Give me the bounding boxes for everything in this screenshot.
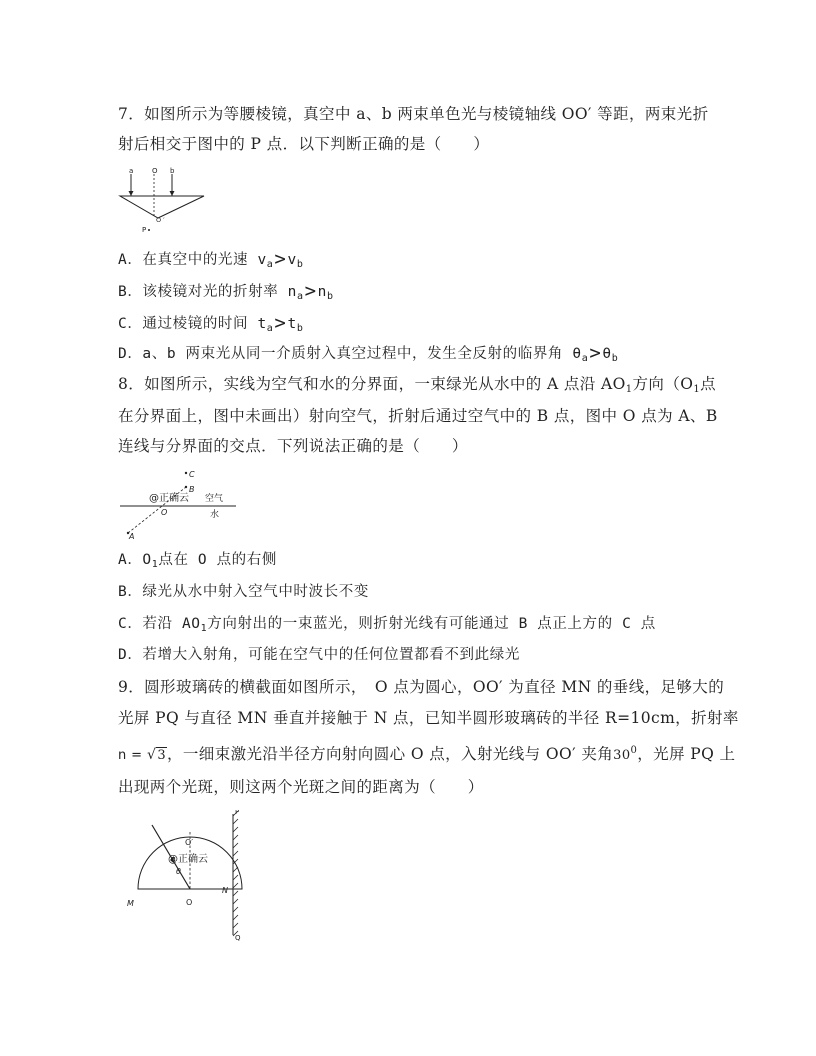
label-b: b [170, 167, 175, 175]
sqrt-symbol: √3 [147, 747, 166, 763]
q8-line3: 连线与分界面的交点．下列说法正确的是（ ） [118, 437, 468, 455]
q7-option-c: C．通过棱镜的时间 $t_a>t_b$ [118, 312, 304, 334]
label-q: Q [235, 934, 241, 942]
label-p: P [235, 810, 240, 816]
label-n: N [222, 886, 228, 895]
q7-prism-figure [116, 166, 216, 238]
watermark-logo: @正确云 [168, 854, 208, 865]
label-o: O [152, 167, 158, 175]
q8-interface-figure [116, 465, 242, 541]
q9-semicircle-figure [118, 810, 258, 945]
q8-line2: 在分界面上，图中未画出）射向空气，折射后通过空气中的 B 点，图中 O 点为 A、B [118, 407, 718, 425]
label-theta: θ [176, 867, 181, 876]
label-m: M [127, 899, 134, 908]
q9-line4: 出现两个光斑，则这两个光斑之间的距离为（ ） [118, 778, 484, 796]
q9-line3: n = √3，一细束激光沿半径方向射向圆心 O 点，入射光线与 OO′ 夹角$30^0$，光屏 PQ 上 [118, 744, 735, 766]
label-a: A [129, 532, 135, 541]
label-p: P [142, 226, 147, 234]
q8-option-a: A．$O_1$点在 O 点的右侧 [118, 552, 277, 570]
label-air: 空气 [205, 494, 224, 504]
q7-option-b: B．该棱镜对光的折射率 $n_a>n_b$ [118, 280, 334, 302]
label-o: O [161, 508, 168, 517]
q8-option-b: B．绿光从水中射入空气中时波长不变 [118, 584, 369, 600]
label-c: C [189, 470, 195, 479]
q7-option-d: D．a、b 两束光从同一介质射入真空过程中，发生全反射的临界角 $\theta_a>\theta_b$ [118, 342, 619, 364]
label-water: 水 [210, 510, 220, 520]
watermark-logo: @正确云 [149, 493, 189, 504]
q7-option-a: A．在真空中的光速 $v_a>v_b$ [118, 248, 304, 270]
q7-line1: 7．如图所示为等腰棱镜，真空中 a、b 两束单色光与棱镜轴线 OO′ 等距，两束光折 [118, 105, 709, 123]
q9-line1: 9．圆形玻璃砖的横截面如图所示， O 点为圆心，OO′ 为直径 MN 的垂线，足够大的 [118, 678, 725, 696]
q8-option-c: C．若沿 $AO_1$方向射出的一束蓝光，则折射光线有可能通过 B 点正上方的 C 点 [118, 616, 656, 634]
q7-line2: 射后相交于图中的 P 点．以下判断正确的是（ ） [118, 135, 490, 153]
q9-line2: 光屏 PQ 与直径 MN 垂直并接触于 N 点，已知半圆形玻璃砖的半径 R=10cm，折射率 [118, 709, 739, 727]
label-b: B [189, 485, 195, 494]
label-o: O [186, 898, 193, 907]
label-a: a [129, 167, 134, 175]
label-o-prime: O′ [185, 838, 194, 847]
q8-option-d: D．若增大入射角，可能在空气中的任何位置都看不到此绿光 [118, 647, 520, 663]
label-o-prime: O ′ [156, 216, 165, 224]
q8-line1: 8．如图所示，实线为空气和水的分界面，一束绿光从水中的 A 点沿 $AO_1$方向（$O_1$点 [118, 375, 716, 395]
